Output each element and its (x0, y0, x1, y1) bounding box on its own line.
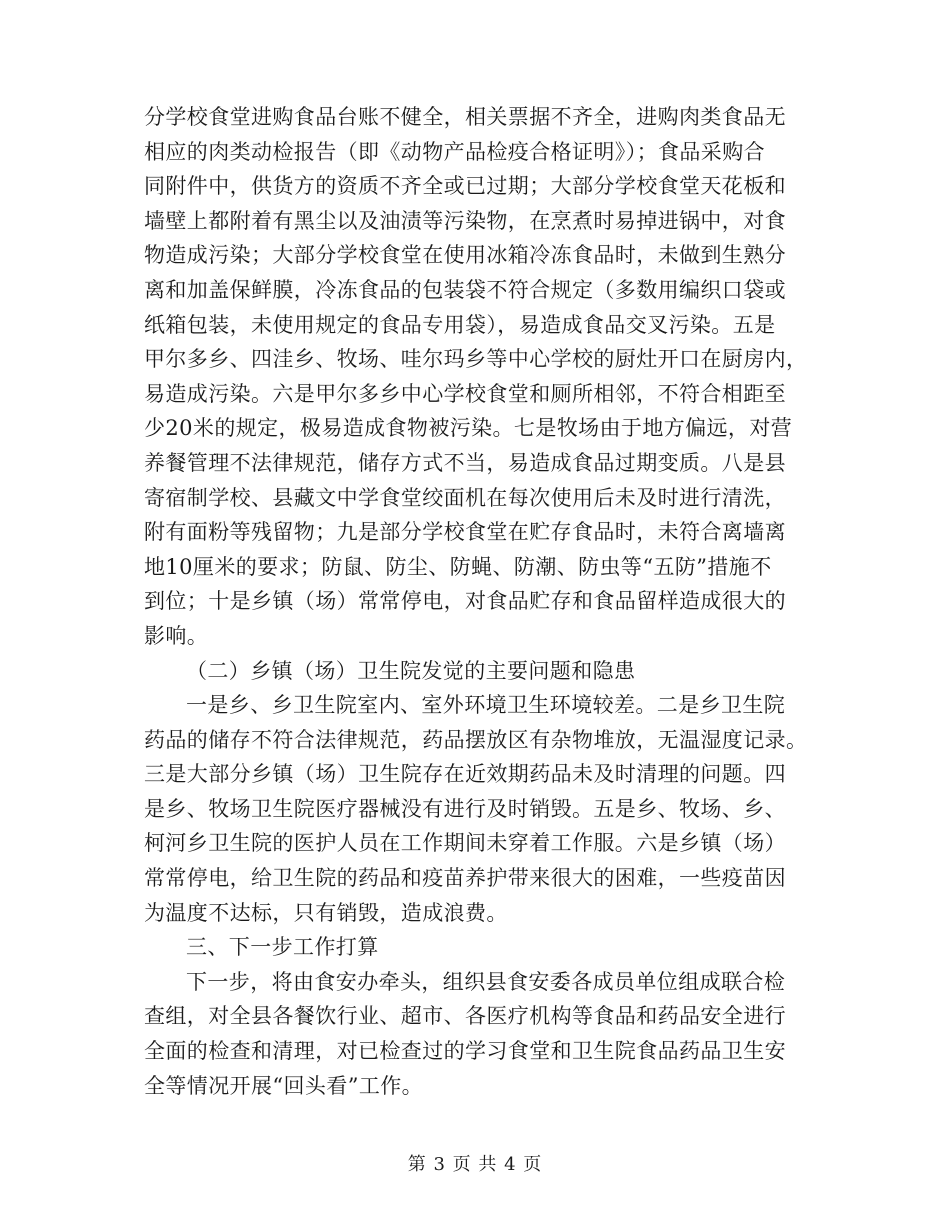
text-line: 养餐管理不法律规范，储存方式不当，易造成食品过期变质。八是县 (144, 450, 786, 475)
section-heading-next-steps: 三、下一步工作打算 (186, 935, 379, 960)
text-line: 易造成污染。六是甲尔多乡中心学校食堂和厕所相邻，不符合相距至 (144, 381, 786, 406)
paragraph-health-center-issues (144, 688, 808, 930)
text-line: 墙壁上都附着有黑尘以及油渍等污染物，在烹煮时易掉进锅中，对食 (144, 208, 786, 233)
text-line: 甲尔多乡、四洼乡、牧场、哇尔玛乡等中心学校的厨灶开口在厨房内， (144, 347, 808, 372)
text-line: 是乡、牧场卫生院医疗器械没有进行及时销毁。五是乡、牧场、乡、 (144, 796, 786, 821)
text-line: 柯河乡卫生院的医护人员在工作期间未穿着工作服。六是乡镇（场） (144, 831, 786, 856)
text-line: 一是乡、乡卫生院室内、室外环境卫生环境较差。二是乡卫生院 (186, 693, 786, 718)
text-line: 三是大部分乡镇（场）卫生院存在近效期药品未及时清理的问题。四 (144, 762, 786, 787)
text-line: 相应的肉类动检报告（即《动物产品检疫合格证明》）；食品采购合 (144, 139, 765, 164)
text-line: 附有面粉等残留物；九是部分学校食堂在贮存食品时，未符合离墙离 (144, 520, 786, 545)
text-line: 纸箱包装，未使用规定的食品专用袋），易造成食品交叉污染。五是 (144, 312, 776, 337)
text-line: 常常停电，给卫生院的药品和疫苗养护带来很大的困难，一些疫苗因 (144, 866, 786, 891)
text-line: 药品的储存不符合法律规范，药品摆放区有杂物堆放，无温湿度记录。 (144, 727, 808, 752)
text-line: 到位；十是乡镇（场）常常停电，对食品贮存和食品留样造成很大的 (144, 589, 786, 614)
text-line: 分学校食堂进购食品台账不健全，相关票据不齐全，进购肉类食品无 (144, 105, 786, 129)
text-line: 影响。 (144, 623, 209, 648)
document-body (144, 100, 808, 1103)
paragraph-food-safety-issues (144, 100, 808, 654)
subheading-health-center-issues: （二）乡镇（场）卫生院发觉的主要问题和隐患 (186, 658, 636, 683)
text-line: 查组，对全县各餐饮行业、超市、各医疗机构等食品和药品安全进行 (144, 1004, 786, 1029)
text-line: 为温度不达标，只有销毁，造成浪费。 (144, 900, 508, 925)
paragraph-next-steps (144, 965, 800, 1103)
text-line: 同附件中，供货方的资质不齐全或已过期；大部分学校食堂天花板和 (144, 174, 786, 199)
text-line: 少20米的规定，极易造成食物被污染。七是牧场由于地方偏远，对营 (144, 416, 793, 441)
text-line: 全等情况开展“回头看”工作。 (144, 1073, 424, 1098)
text-line: 地10厘米的要求；防鼠、防尘、防蝇、防潮、防虫等“五防”措施不 (144, 554, 772, 579)
text-line: 物造成污染；大部分学校食堂在使用冰箱冷冻食品时，未做到生熟分 (144, 243, 786, 268)
text-line: 离和加盖保鲜膜，冷冻食品的包装袋不符合规定（多数用编织口袋或 (144, 277, 786, 302)
page-number-footer: 第 3 页 共 4 页 (407, 1154, 543, 1175)
text-line: 寄宿制学校、县藏文中学食堂绞面机在每次使用后未及时进行清洗， (144, 485, 786, 510)
text-line: 下一步，将由食安办牵头，组织县食安委各成员单位组成联合检 (186, 969, 786, 994)
text-line: 全面的检查和清理，对已检查过的学习食堂和卫生院食品药品卫生安 (144, 1039, 786, 1064)
